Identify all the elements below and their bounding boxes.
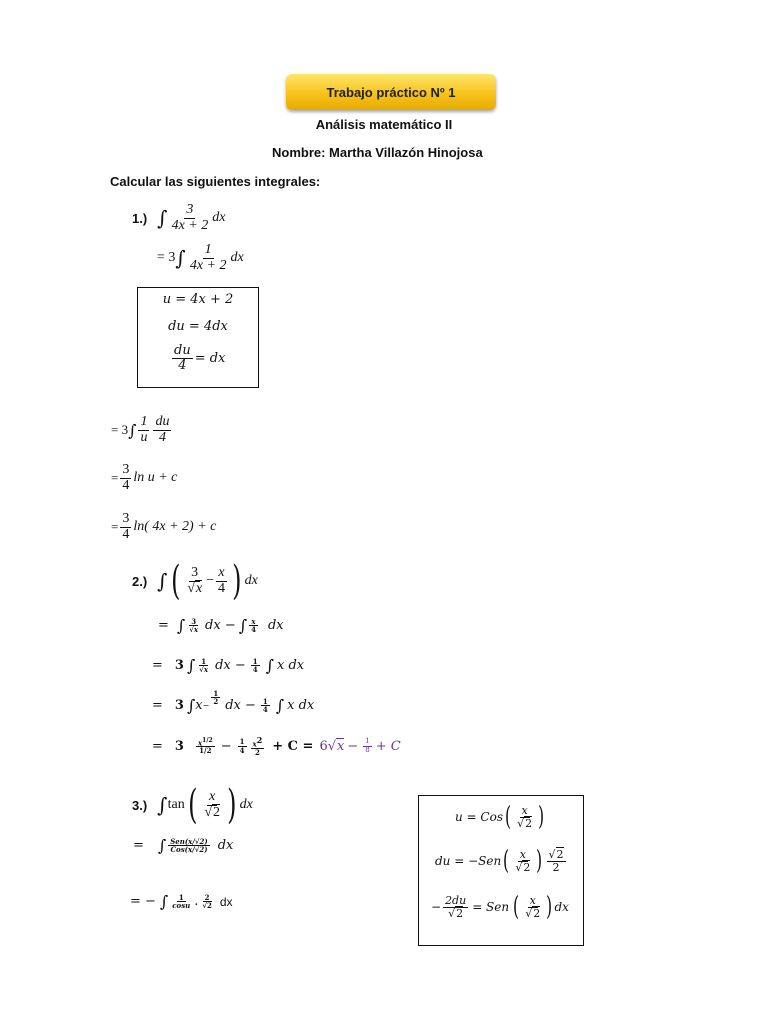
fraction: $\frac{√2}{2}$ <box>548 847 564 874</box>
right-paren: ) <box>536 846 543 876</box>
equals-sign: = <box>158 618 169 633</box>
term: dx − <box>205 618 236 633</box>
problem3-label: 3.) <box>132 797 148 813</box>
subject-heading: Análisis matemático II <box>315 117 453 132</box>
right-paren: ) <box>232 558 242 604</box>
fraction: $\frac{du}{4}$ <box>155 414 170 445</box>
substitution-u: u = 4x + 2 <box>162 292 234 307</box>
problem1-label: 1.) <box>132 210 148 226</box>
problem1-step3 <box>111 415 173 445</box>
integral-sign: ∫ <box>157 569 168 593</box>
substitution-du: du = −Sen ( $\frac{x}{√2}$ ) $\frac{√2}{2}$ <box>435 846 564 876</box>
problem1-statement <box>132 203 225 233</box>
fraction: $\frac{3}{√x}$ <box>187 564 203 596</box>
integral-sign: ∫ <box>128 420 137 440</box>
fraction: $\frac{1}{u}$ <box>140 414 148 445</box>
left-paren: ( <box>170 558 181 604</box>
coefficient: 3 <box>174 698 184 713</box>
integral-sign: ∫ <box>157 836 167 855</box>
operator: . <box>194 894 199 909</box>
instruction-text: Calcular las siguientes integrales: <box>110 174 321 189</box>
problem3-step3 <box>130 892 233 911</box>
equals-sign: = − <box>130 894 156 909</box>
step-prefix: = <box>111 519 119 535</box>
differential: dx <box>267 618 284 633</box>
fraction: $\frac{1}{4}$ <box>262 696 268 714</box>
operator: − <box>220 738 232 754</box>
differential: dx <box>212 210 226 226</box>
substitution-box-1 <box>137 287 259 388</box>
result-expression: ln( 4x + 2) + c <box>133 519 217 535</box>
equals-sign: = <box>152 738 163 754</box>
equation-rhs: = dx <box>194 350 226 366</box>
fraction: $\frac{1}{√x}$ <box>199 656 209 674</box>
fraction: $\frac{x^2}{2}$ <box>252 735 263 757</box>
differential: dx <box>244 573 258 588</box>
substitution-dx <box>170 344 225 372</box>
integral-sign: ∫ <box>157 793 168 817</box>
fraction: $\frac{x}{√2}$ <box>525 893 541 920</box>
fraction: $\frac{x}{√2}$ <box>517 803 533 830</box>
right-paren: ) <box>227 782 237 828</box>
substitution-u: u = Cos ( $\frac{x}{√2}$ ) <box>455 802 545 832</box>
problem3-step2 <box>133 836 233 855</box>
differential: dx <box>239 797 253 812</box>
fraction: $\frac{x1/2}{1/2}$ <box>197 736 213 756</box>
step-prefix: = 3 <box>111 422 129 438</box>
fraction: $\frac{2du}{√2}$ <box>445 893 467 920</box>
student-name: Nombre: Martha Villazón Hinojosa <box>272 145 483 160</box>
variable: x <box>195 698 203 713</box>
left-paren: ( <box>503 846 510 876</box>
document-title: Trabajo práctico Nº 1 <box>326 84 456 100</box>
fraction: $\frac{x}{4}$ <box>218 564 226 596</box>
problem2-statement <box>132 558 258 604</box>
integral-sign: ∫ <box>265 656 274 675</box>
integral-sign: ∫ <box>186 696 196 715</box>
left-paren: ( <box>505 802 512 832</box>
constant-term: + C = <box>272 738 314 754</box>
step-prefix: = 3 <box>157 250 176 266</box>
integral-sign: ∫ <box>275 696 285 715</box>
step-prefix: = <box>111 470 119 486</box>
final-result: 6 √ x − $\frac{1}{8}$ + C <box>319 737 401 754</box>
fraction: $\frac{1}{4}$ <box>239 737 245 755</box>
fraction: $\frac{du}{4}$ <box>174 343 191 373</box>
differential: dx <box>230 250 244 266</box>
fraction: $\frac{3}{4}$ <box>122 511 130 542</box>
integral-sign: ∫ <box>175 246 186 271</box>
problem1-step2 <box>157 243 244 273</box>
fraction: $\frac{x}{√2}$ <box>515 847 531 874</box>
equals-sign: = <box>133 838 144 853</box>
differential: dx <box>219 894 233 909</box>
integral-sign: ∫ <box>176 616 186 635</box>
problem2-label: 2.) <box>132 573 148 589</box>
right-paren: ) <box>546 892 553 922</box>
substitution-dx: − $\frac{2du}{√2}$ = Sen ( $\frac{x}{√2}$ ) dx <box>431 892 569 922</box>
problem1-step5 <box>111 512 216 542</box>
coefficient: 3 <box>174 658 184 673</box>
substitution-box-2 <box>418 795 584 946</box>
fraction: $\frac{3}{4}$ <box>122 462 130 493</box>
result-expression: ln u + c <box>133 470 178 486</box>
fraction: $\frac{x}{√2}$ <box>204 788 220 820</box>
term: dx − <box>225 698 256 713</box>
operator: − <box>206 573 215 588</box>
fraction: $\frac{1}{4}$ <box>252 656 258 674</box>
exponent-sign: − <box>202 701 210 710</box>
integral-sign: ∫ <box>157 206 168 231</box>
title-banner <box>286 74 496 110</box>
term: x dx <box>287 698 315 713</box>
equals-sign: = <box>152 658 163 673</box>
left-paren: ( <box>187 782 198 828</box>
problem1-step4 <box>111 463 177 493</box>
problem2-step3 <box>152 656 304 675</box>
right-paren: ) <box>538 802 545 832</box>
substitution-du: du = 4dx <box>168 319 228 334</box>
problem2-step4 <box>152 689 315 715</box>
integral-sign: ∫ <box>159 892 169 911</box>
problem2-step5 <box>152 736 401 756</box>
fraction: $\frac{1}{8}$ <box>365 737 370 754</box>
equals-sign: = <box>152 698 163 713</box>
differential: dx <box>217 838 234 853</box>
fraction: $\frac{1}{\cos u}$ <box>172 892 191 910</box>
fraction: $\frac{\text{Sen(x/√2)}}{\text{Cos(x/√2)}}$ <box>170 836 208 854</box>
fraction: $\frac{3}{√x}$ <box>189 616 199 634</box>
problem2-step2 <box>158 616 284 635</box>
term: dx − <box>215 658 246 673</box>
fraction: $\frac{2}{√2}$ <box>202 892 212 910</box>
fraction: $\frac{x}{4}$ <box>251 616 256 634</box>
left-paren: ( <box>513 892 520 922</box>
problem3-statement <box>132 782 253 828</box>
integral-sign: ∫ <box>238 616 248 635</box>
integral-sign: ∫ <box>186 656 196 675</box>
term: x dx <box>277 658 305 673</box>
exponent: $\frac{1}{2}$ <box>213 689 219 707</box>
coefficient: 3 <box>174 738 184 754</box>
fraction: $\frac{1}{4x + 2}$ <box>189 242 227 273</box>
fraction: $\frac{3}{4x + 2}$ <box>171 202 209 233</box>
function-name: tan <box>167 797 185 812</box>
